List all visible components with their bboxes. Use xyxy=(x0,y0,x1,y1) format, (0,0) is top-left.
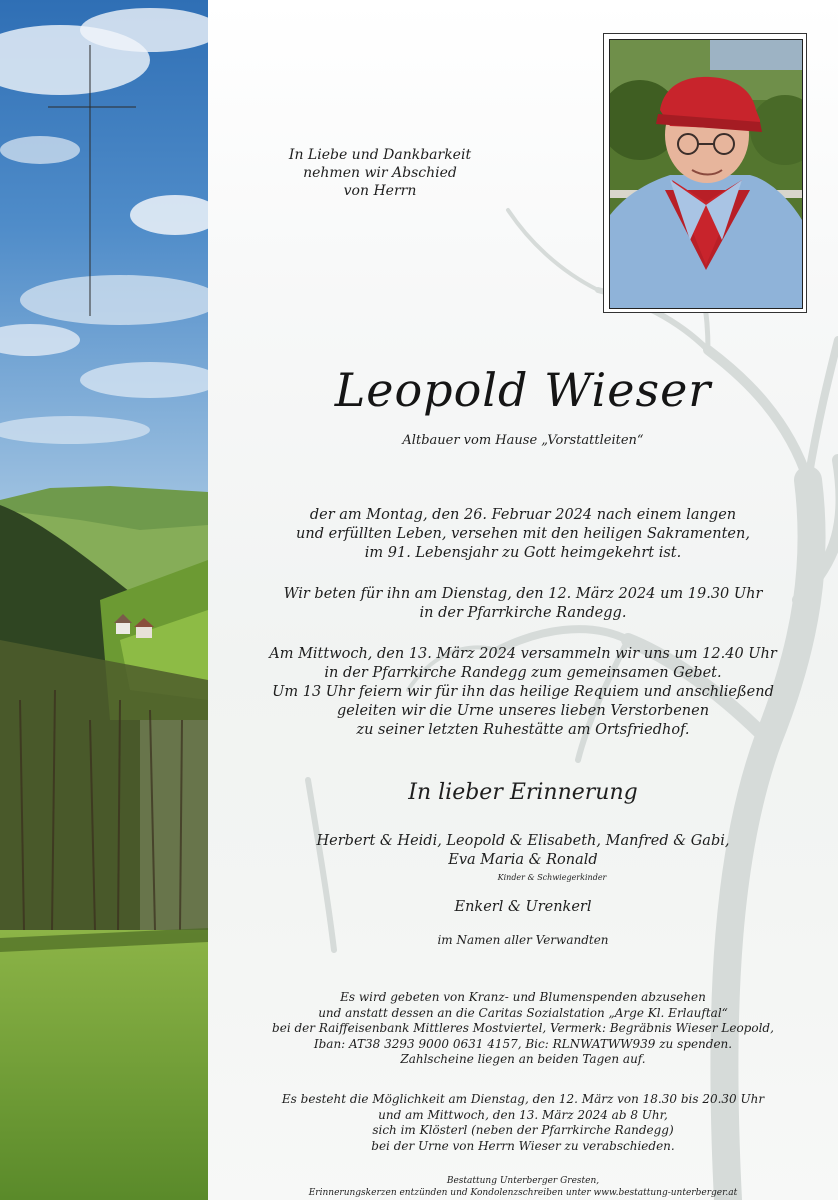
prayer-paragraph xyxy=(208,585,838,623)
family-names xyxy=(208,832,838,870)
intro-line: von Herrn xyxy=(343,183,417,199)
text-line: bei der Raiffeisenbank Mittleres Mostviertel, Vermerk: Begräbnis Wieser Leopold, xyxy=(272,1021,774,1035)
intro-text xyxy=(240,146,520,200)
text-line: Um 13 Uhr feiern wir für ihn das heilige Requiem und anschließend xyxy=(272,684,774,700)
text-line: sich im Klösterl (neben der Pfarrkirche Randegg) xyxy=(372,1123,674,1137)
portrait-illustration xyxy=(610,40,802,308)
text-line: zu seiner letzten Ruhestätte am Ortsfriedhof. xyxy=(356,722,690,738)
family-note: Kinder & Schwiegerkinder xyxy=(497,873,607,882)
footer-line: Bestattung Unterberger Gresten, xyxy=(446,1176,600,1186)
portrait-photo-frame xyxy=(603,33,807,313)
intro-line: In Liebe und Dankbarkeit xyxy=(288,147,472,163)
text-line: geleiten wir die Urne unseres lieben Verstorbenen xyxy=(336,703,710,719)
text-line: und erfüllten Leben, versehen mit den heiligen Sakramenten, xyxy=(296,526,750,542)
text-line: bei der Urne von Herrn Wieser zu verabschieden. xyxy=(371,1138,675,1153)
deceased-subtitle: Altbauer vom Hause „Vorstattleiten“ xyxy=(402,433,644,448)
landscape-illustration xyxy=(0,0,208,1200)
text-line: in der Pfarrkirche Randegg zum gemeinsamen Gebet. xyxy=(324,665,722,681)
grandchildren-line: Enkerl & Urenkerl xyxy=(454,899,592,915)
portrait-photo xyxy=(609,39,803,309)
relatives-line: im Namen aller Verwandten xyxy=(437,933,609,947)
text-line: Iban: AT38 3293 9000 0631 4157, Bic: RLNWATWW939 zu spenden. xyxy=(313,1036,733,1051)
text-line: in der Pfarrkirche Randegg. xyxy=(419,605,627,621)
farewell-paragraph xyxy=(208,1092,838,1154)
intro-line: nehmen wir Abschied xyxy=(303,165,457,181)
death-notice-paragraph xyxy=(208,506,838,563)
text-line: Herbert & Heidi, Leopold & Elisabeth, Manfred & Gabi, xyxy=(316,833,730,849)
text-line: Eva Maria & Ronald xyxy=(448,852,598,868)
text-line: Es wird gebeten von Kranz- und Blumenspenden abzusehen xyxy=(340,990,706,1004)
donation-paragraph xyxy=(208,990,838,1068)
text-line: Zahlscheine liegen an beiden Tagen auf. xyxy=(400,1052,646,1066)
landscape-image-strip xyxy=(0,0,208,1200)
text-line: und am Mittwoch, den 13. März 2024 ab 8 Uhr, xyxy=(378,1107,668,1122)
text-line: Es besteht die Möglichkeit am Dienstag, den 12. März von 18.30 bis 20.30 Uhr xyxy=(281,1092,765,1106)
text-line: und anstatt dessen an die Caritas Sozialstation „Arge Kl. Erlauftal“ xyxy=(318,1005,728,1020)
memorial-heading: In lieber Erinnerung xyxy=(408,780,638,805)
text-line: der am Montag, den 26. Februar 2024 nach einem langen xyxy=(309,507,737,523)
footer-line: Erinnerungskerzen entzünden und Kondolenzschreiben unter www.bestattung-unterberger.at xyxy=(308,1188,738,1198)
text-line: im 91. Lebensjahr zu Gott heimgekehrt ist. xyxy=(364,545,682,561)
text-line: Wir beten für ihn am Dienstag, den 12. März 2024 um 19.30 Uhr xyxy=(283,586,763,602)
deceased-name: Leopold Wieser xyxy=(334,363,712,417)
requiem-paragraph xyxy=(208,645,838,740)
text-line: Am Mittwoch, den 13. März 2024 versammeln wir uns um 12.40 Uhr xyxy=(269,646,777,662)
footer-text xyxy=(208,1175,838,1199)
